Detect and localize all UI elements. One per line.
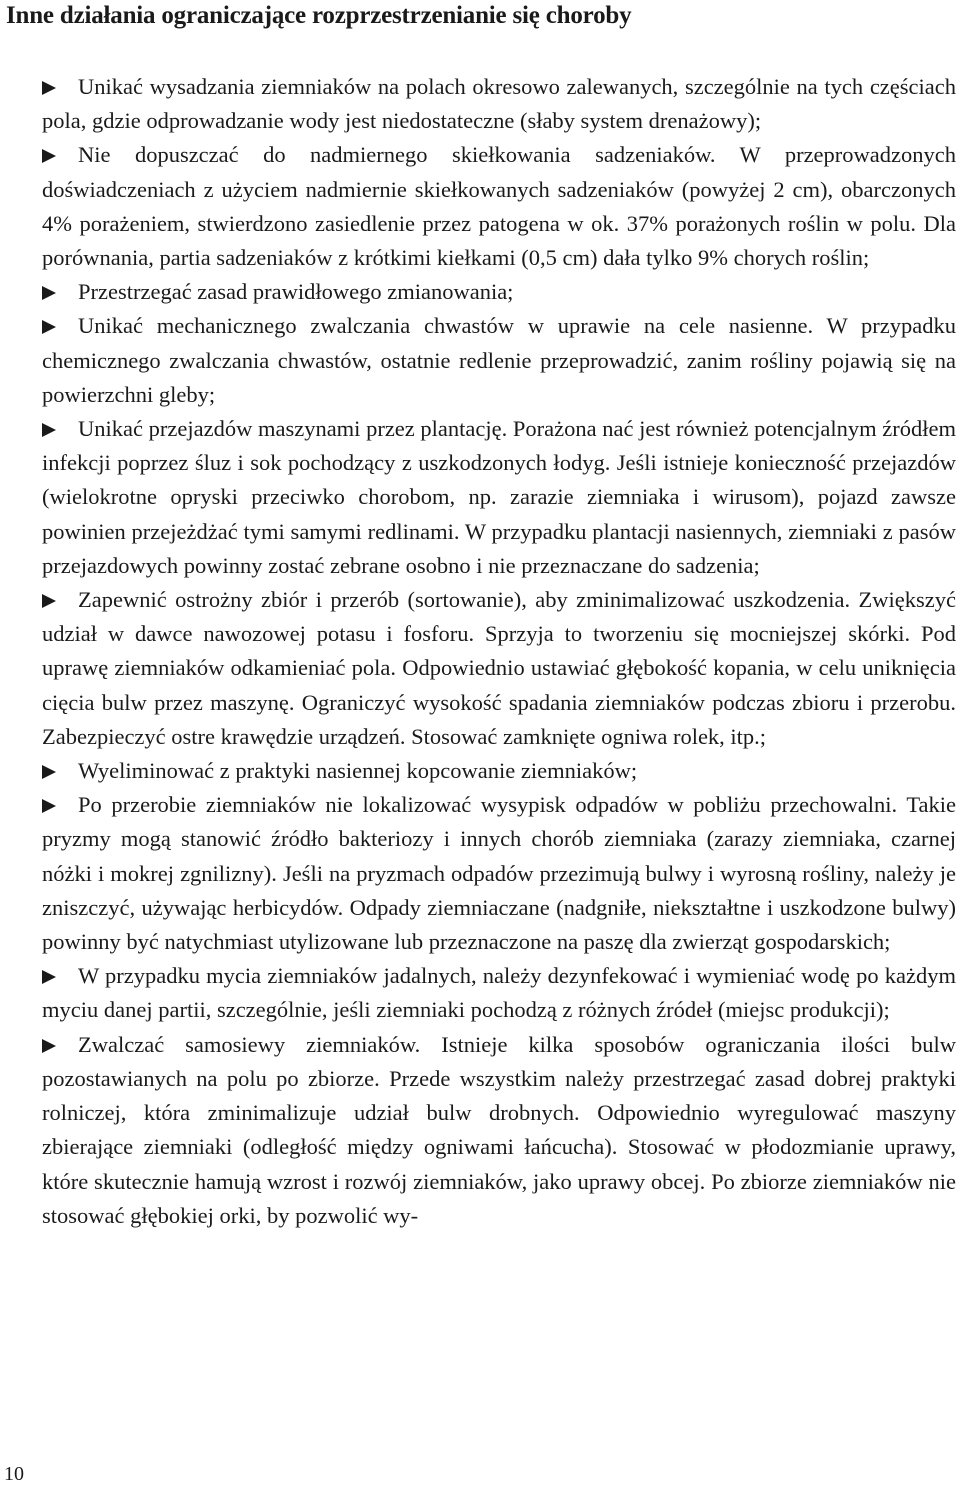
- triangle-bullet-icon: [42, 1039, 56, 1053]
- bullet-item: [42, 275, 956, 309]
- triangle-bullet-icon: [42, 799, 56, 813]
- bullet-item: [42, 788, 956, 959]
- bullet-item: [42, 959, 956, 1027]
- triangle-bullet-icon: [42, 286, 56, 300]
- bullet-item: [42, 309, 956, 412]
- bullet-item: [42, 583, 956, 754]
- bullet-item: [42, 412, 956, 583]
- triangle-bullet-icon: [42, 765, 56, 779]
- bullet-text: W przypadku mycia ziemniaków jadalnych, należy dezynfekować i wymieniać wodę po każdym myciu danej partii, szczególnie, jeśli ziemniaki pochodzą z różnych źródeł (miejsc produkcji);: [42, 963, 956, 1023]
- bullet-text: Wyeliminować z praktyki nasiennej kopcowanie ziemniaków;: [78, 758, 638, 784]
- triangle-bullet-icon: [42, 81, 56, 95]
- bullet-text: Unikać mechanicznego zwalczania chwastów w uprawie na cele nasienne. W przypadku chemicznego zwalczania chwastów, ostatnie redlenie przeprowadzić, zanim rośliny pojawią się na powierzchni gleby;: [42, 313, 956, 407]
- bullet-text: Przestrzegać zasad prawidłowego zmianowania;: [78, 279, 514, 305]
- bullet-list: [42, 70, 956, 1233]
- page-heading: Inne działania ograniczające rozprzestrzenianie się choroby: [6, 2, 632, 29]
- bullet-text: Zapewnić ostrożny zbiór i przerób (sortowanie), aby zminimalizować uszkodzenia. Zwiększyć udział w dawce nawozowej potasu i fosforu. Sprzyja to tworzeniu się mocniejszej skórki. Pod uprawę ziemniaków odkamieniać pola. Odpowiednio ustawiać głębokość kopania, w celu uniknięcia cięcia bulw przez maszynę. Ograniczyć wysokość spadania ziemniaków podczas zbioru i przerobu. Zabezpieczyć ostre krawędzie urządzeń. Stosować zamknięte ogniwa rolek, itp.;: [42, 587, 956, 749]
- bullet-text: Nie dopuszczać do nadmiernego skiełkowania sadzeniaków. W przeprowadzonych doświadczeniach z użyciem nadmiernie skiełkowanych sadzeniaków (powyżej 2 cm), obarczonych 4% porażeniem, stwierdzono zasiedlenie przez patogena w ok. 37% porażonych roślin w polu. Dla porównania, partia sadzeniaków z krótkimi kiełkami (0,5 cm) dała tylko 9% chorych roślin;: [42, 142, 956, 271]
- bullet-text: Po przerobie ziemniaków nie lokalizować wysypisk odpadów w pobliżu przechowalni. Takie pryzmy mogą stanowić źródło bakteriozy i innych chorób ziemniaka (zarazy ziemniaka, czarnej nóżki i mokrej zgnilizny). Jeśli na pryzmach odpadów przezimują bulwy i wyrosną rośliny, należy je zniszczyć, używając herbicydów. Odpady ziemniaczane (nadgniłe, niekształtne i uszkodzone bulwy) powinny być natychmiast utylizowane lub przeznaczone na paszę dla zwierząt gospodarskich;: [42, 792, 956, 955]
- bullet-item: [42, 70, 956, 138]
- page-number: 10: [4, 1463, 24, 1485]
- bullet-text: Unikać przejazdów maszynami przez plantację. Porażona nać jest również potencjalnym źródłem infekcji poprzez śluz i sok pochodzący z uszkodzonych łodyg. Jeśli istnieje konieczność przejazdów (wielokrotne opryski przeciwko chorobom, np. zarazie ziemniaka i wirusom), pojazd zawsze powinien przejeżdżać tymi samymi redlinami. W przypadku plantacji nasiennych, ziemniaki z pasów przejazdowych powinny zostać zebrane osobno i nie przeznaczane do sadzenia;: [42, 416, 956, 578]
- triangle-bullet-icon: [42, 149, 56, 163]
- triangle-bullet-icon: [42, 320, 56, 334]
- triangle-bullet-icon: [42, 423, 56, 437]
- bullet-item: [42, 138, 956, 275]
- bullet-item: [42, 754, 956, 788]
- bullet-item: [42, 1028, 956, 1233]
- triangle-bullet-icon: [42, 594, 56, 608]
- bullet-text: Zwalczać samosiewy ziemniaków. Istnieje kilka sposobów ograniczania ilości bulw pozostawianych na polu po zbiorze. Przede wszystkim należy przestrzegać zasad dobrej praktyki rolniczej, która zminimalizuje udział bulw drobnych. Odpowiednio wyregulować maszyny zbierające ziemniaki (odległość między ogniwami łańcucha). Stosować w płodozmianie uprawy, które skutecznie hamują wzrost i rozwój ziemniaków, jako uprawy obcej. Po zbiorze ziemniaków nie stosować głębokiej orki, by pozwolić wy-: [42, 1031, 956, 1228]
- bullet-text: Unikać wysadzania ziemniaków na polach okresowo zalewanych, szczególnie na tych częściach pola, gdzie odprowadzanie wody jest niedostateczne (słaby system drenażowy);: [42, 74, 956, 134]
- triangle-bullet-icon: [42, 970, 56, 984]
